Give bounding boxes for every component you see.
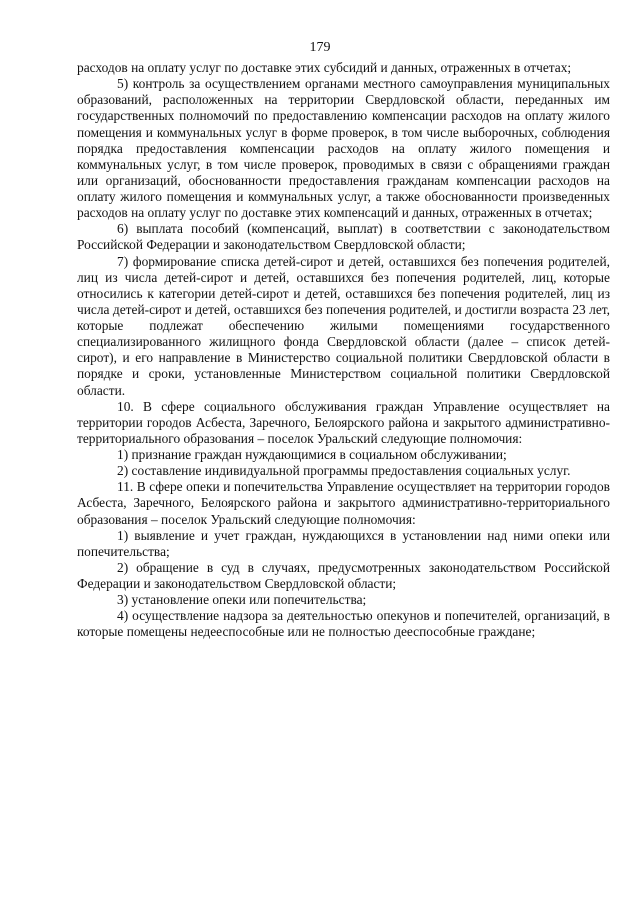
paragraph-section-10: 10. В сфере социального обслуживания граждан Управление осуществляет на территории городов Асбеста, Заречного, Белоярского района и закрытого административно-территориального образования – поселок Уральский следующие полномочия: — [77, 398, 610, 446]
paragraph-section-11-item-2: 2) обращение в суд в случаях, предусмотренных законодательством Российской Федерации и законодательством Свердловской области; — [77, 559, 610, 591]
paragraph-section-10-item-1: 1) признание граждан нуждающимися в социальном обслуживании; — [117, 447, 507, 462]
paragraph-item-5-control: 5) контроль за осуществлением органами местного самоуправления муниципальных образований, расположенных на территории Свердловской области, переданных им государственных полномочий по предоставлению компенсации расходов на оплату жилого помещения и коммунальных услуг в форме проверок, в том числе выборочных, соблюдения порядка предоставления компенсации расходов на оплату жилого помещения и коммунальных услуг, в том числе проверок, проводимых в связи с обращениями граждан или организаций, обоснованности предоставления гражданам компенсации расходов на оплату жилого помещения и коммунальных услуг, а также обоснованности произведенных расходов на оплату услуг по доставке этих компенсаций и данных, отраженных в отчетах; — [77, 76, 610, 221]
paragraph-item-6-payments: 6) выплата пособий (компенсаций, выплат) в соответствии с законодательством Российской Федерации и законодательством Свердловской области; — [77, 221, 610, 253]
document-body — [77, 60, 610, 641]
page-number: 179 — [309, 40, 331, 55]
paragraph-section-11-item-3: 3) установление опеки или попечительства; — [117, 592, 367, 608]
paragraph-section-10-item-2: 2) составление индивидуальной программы предоставления социальных услуг. — [117, 463, 571, 479]
paragraph-item-7-orphans-list: 7) формирование списка детей-сирот и детей, оставшихся без попечения родителей, лиц из числа детей-сирот и детей, оставшихся без попечения родителей, лиц, которые относились к категории детей-сирот и детей, оставшихся без попечения родителей, лиц из числа детей-сирот и детей, оставшихся без попечения родителей, и достигли возраста 23 лет, которые подлежат обеспечению жилыми помещениями государственного специализированного жилищного фонда Свердловской области (далее – список детей-сирот), и его направление в Министерство социальной политики Свердловской области в порядке и сроки, установленные Министерством социальной политики Свердловской области. — [77, 253, 610, 398]
paragraph-section-11-item-1: 1) выявление и учет граждан, нуждающихся в установлении над ними опеки или попечительства; — [77, 527, 610, 559]
paragraph-section-11: 11. В сфере опеки и попечительства Управление осуществляет на территории городов Асбеста, Заречного, Белоярского района и закрытого административно-территориального образования – поселок Уральский следующие полномочия: — [77, 479, 610, 527]
paragraph-continuation: расходов на оплату услуг по доставке этих субсидий и данных, отраженных в отчетах; — [77, 60, 572, 75]
paragraph-section-11-item-4: 4) осуществление надзора за деятельностью опекунов и попечителей, организаций, в которые помещены недееспособные или не полностью дееспособные граждане; — [77, 608, 610, 640]
